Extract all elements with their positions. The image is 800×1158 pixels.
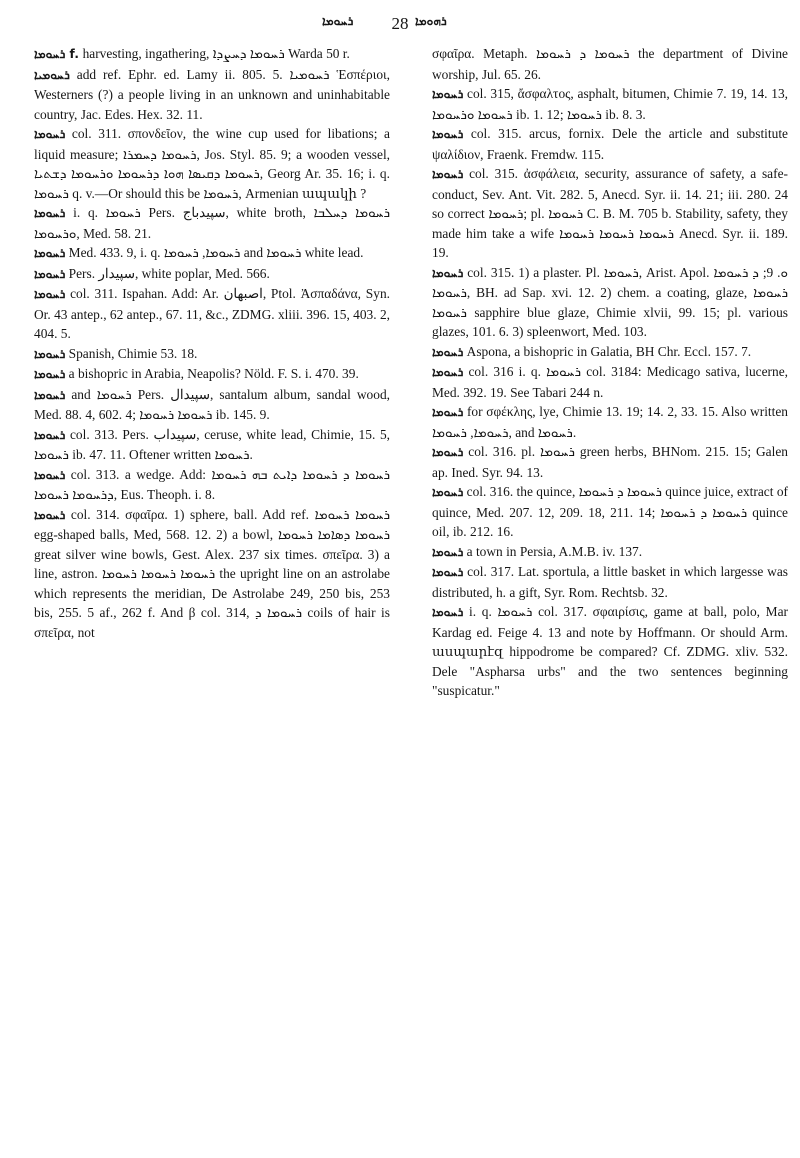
dictionary-entry: [432, 342, 788, 363]
headword: ܪܚܘܡܐ: [432, 544, 464, 559]
left-column: [34, 44, 390, 642]
dictionary-entry: [34, 465, 390, 505]
headword: ܪܚܘܡܐ: [34, 287, 66, 301]
headword: ܪܚܘܡܐ: [34, 427, 66, 442]
dictionary-entry: [432, 44, 788, 84]
headword: ܪܚܘܡܐ: [432, 365, 464, 379]
dictionary-entry: [432, 362, 788, 402]
entry-text: Med. 433. 9, i. q. ܪܚܘܡܐ, ܪܚܘܡܐ and ܪܚܘܡܐ white lead.: [68, 245, 364, 260]
entry-text: col. 311. Ispahan. Add: Ar. اصبهان, Ptol. Ἀσπαδάνα, Syn. Or. 43 antep., 62 antep., 67. 11, &c., ZDMG. xliii. 396. 15, 403. 2, 404. 5.: [34, 286, 390, 341]
dictionary-entry: [34, 243, 390, 264]
dictionary-entry: [432, 84, 788, 124]
headword: ܪܚܘܡܐ: [432, 485, 464, 499]
dictionary-entry: [34, 203, 390, 243]
headword: ܪܚܘܡܝܐ: [34, 67, 70, 82]
headword: ܪܚܘܡܐ: [34, 246, 66, 260]
headword: ܪܚܘܡܐ: [34, 206, 66, 220]
dictionary-entry: [432, 164, 788, 263]
dictionary-entry: [34, 124, 390, 203]
headword: ܪܚܘܡܐ: [432, 565, 464, 579]
entry-text: col. 313. a wedge. Add: ܪܚܘܡܐ ܕ ܪܚܘܡܐ ܕܐܝܬ ܒܗ ܪܚܘܡܐ ܕܪܚܘܡܐ ܪܚܘܡܐ, Eus. Theoph. i. 8.: [34, 466, 390, 502]
entry-text: for σφέκλης, lye, Chimie 13. 19; 14. 2, 33. 15. Also written ܪܚܘܡܐ, ܪܚܘܡܐ, and ܪܚܘܡܐ.: [432, 404, 788, 440]
dictionary-entry: [432, 562, 788, 602]
headword: ܪܚܘܡܐ: [34, 467, 66, 482]
left-running-head: ܪܚܘܡܐ: [322, 14, 354, 28]
headword: ܪܚܘܡܐ: [34, 367, 66, 381]
right-column: [432, 44, 788, 701]
dictionary-entry: [34, 65, 390, 125]
entry-text: col. 313. Pers. سپيداب, ceruse, white lead, Chimie, 15. 5, ܪܚܘܡܐ ib. 47. 11. Oftener written ܪܚܘܡܐ.: [34, 426, 391, 462]
entry-text: and ܪܚܘܡܐ Pers. سپيدال, santalum album, sandal wood, Med. 88. 4, 602. 4; ܪܚܘܡܐ ܪܚܘܡܐ ib. 145. 9.: [34, 386, 390, 422]
entry-text: Aspona, a bishopric in Galatia, BH Chr. Eccl. 157. 7.: [466, 343, 752, 359]
dictionary-entry: [34, 264, 390, 285]
entry-text: col. 314. σφαῖρα. 1) sphere, ball. Add ref. ܪܚܘܡܐ ܪܚܘܡܐ egg-shaped balls, Med, 568. 12. 2) a bowl, ܪܚܘܡܐ ܕܣܐܡܐ ܪܚܘܡܐ great silver wine bowls, Gest. Alex. 237 six times. σπεῖρα. 3) a line, astron. ܪܚܘܡܐ ܪܚܘܡܐ ܪܚܘܡܐ the upright line on an astrolabe which represents the meridian, De Astrolabe 249, 250 bis, 253 bis, 255. 5 af., 262 f. And β col. 314, ܪܚܘܡܐ ܕ coils of hair is σπεῖρα, not: [34, 506, 390, 640]
entry-text: col. 311. σπονδεῖον, the wine cup used for libations; a liquid measure; ܪܚܘܡܐ ܕܚܡܪܐ, Jos. Styl. 85. 9; a wooden vessel, ܪܚܘܡܐ ܕܩܝܣܐ ܗܘܐ ܕܪܚܘܡܐ ܘܪܚܘܡܐ ܕܫܬܝܐ, Georg Ar. 35. 16; i. q. ܪܚܘܡܐ q. v.—Or should this be ܪܚܘܡܐ, Armenian ապակի ?: [34, 126, 391, 201]
entry-text: col. 315, ἄσφαλτος, asphalt, bitumen, Chimie 7. 19, 14. 13, ܪܚܘܡܐ ܘܪܚܘܡܐ ib. 1. 12; ܪܚܘܡܐ ib. 8. 3.: [432, 86, 788, 122]
headword: ܪܚܘܡܐ: [432, 87, 464, 101]
right-running-head: ܪܗܘܡܐ: [415, 14, 447, 28]
headword: ܪܚܘܡܐ: [34, 127, 66, 141]
entry-text: col. 315. 1) a plaster. Pl. ܪܚܘܡܐ, Arist. Apol. ܘ. 9; ܕ ܪܚܘܡܐ ܪܚܘܡܐ, BH. ad Sap. xvi. 12. 2) chem. a coating, glaze, ܪܚܘܡܐ ܪܚܘܡܐ sapphire blue glaze, Chimie xlvii, 99. 15; pl. various glazes, 101. 6. 3) spleenwort, Med. 103.: [432, 264, 788, 339]
dictionary-entry: [34, 284, 390, 344]
entry-text: i. q. ܪܚܘܡܐ col. 317. σφαιρίσις, game at ball, polo, Mar Kardag ed. Feige 4. 13 and note by Hoffmann. Or should Arm. ասպարէզ hippodrome be compared? Cf. ZDMG. xliv. 532. Dele "Aspharsa urbs" and the two sentences beginning "suspicatur.": [432, 604, 788, 698]
entry-text: col. 315. ἀσφάλεια, security, assurance of safety, a safe-conduct, Sev. Ant. Vit. 282. 5, Anecd. Syr. ii. 14. 21; iii. 280. 24 so correct ܪܚܘܡܐ; pl. ܪܚܘܡܐ C. B. M. 705 b. Stability, safety, they made him take a wife ܪܚܘܡܐ ܪܚܘܡܐ ܪܚܘܡܐ Anecd. Syr. ii. 189. 19.: [432, 166, 788, 260]
entry-text: a town in Persia, A.M.B. iv. 137.: [466, 543, 643, 559]
running-header: [0, 14, 800, 42]
headword: ܪܚܘܡܐ: [34, 387, 66, 402]
entry-text: i. q. ܪܚܘܡܐ Pers. سپيدباج, white broth, ܪܚܘܡܐ ܕܚܠܒܐ ܘܪܚܘܡܐ, Med. 58. 21.: [34, 205, 390, 241]
dictionary-entry: [432, 402, 788, 442]
dictionary-entry: [432, 482, 788, 542]
headword: ܪܚܘܡܐ: [432, 167, 464, 181]
page-number: 28: [391, 14, 409, 33]
dictionary-entry: [432, 542, 788, 563]
entry-text: col. 316. pl. ܪܚܘܡܐ green herbs, BHNom. 215. 15; Galen ap. Ined. Syr. 94. 13.: [432, 444, 788, 480]
headword: ܪܚܘܡܐ: [432, 405, 464, 419]
entry-text: σφαῖρα. Metaph. ܪܚܘܡܐ ܕ ܪܚܘܡܐ the department of Divine worship, Jul. 65. 26.: [432, 46, 788, 82]
entry-text: col. 317. Lat. sportula, a little basket in which largesse was distributed, h. a gift, Syr. Rom. Rechtsb. 32.: [432, 564, 788, 600]
entry-text: Pers. سپيدار, white poplar, Med. 566.: [68, 265, 270, 281]
headword: ܪܚܘܡܐ: [34, 266, 66, 281]
dictionary-entry: [34, 505, 390, 643]
headword: ܪܚܘܡܐ: [432, 127, 464, 141]
headword: ܪܚܘܡܐ: [432, 265, 464, 280]
dictionary-entry: [432, 263, 788, 342]
dictionary-entry: [432, 442, 788, 482]
dictionary-entry: [34, 344, 390, 365]
entry-text: harvesting, ingathering, ܪܚܘܡܐ ܕܚܨܕܐ Warda 50 r.: [82, 46, 350, 61]
dictionary-entry: [34, 385, 390, 425]
entry-text: col. 316. the quince, ܪܚܘܡܐ ܕ ܪܚܘܡܐ quince juice, extract of quince, Med. 207. 12, 209. 18, 211. 14; ܪܚܘܡܐ ܕ ܪܚܘܡܐ quince oil, ib. 212. 16.: [432, 484, 788, 539]
dictionary-entry: [432, 124, 788, 164]
headword: ܪܚܘܡܐ: [432, 445, 464, 459]
dictionary-entry: [34, 44, 390, 65]
entry-text: col. 316 i. q. ܪܚܘܡܐ col. 3184: Medicago sativa, lucerne, Med. 392. 19. See Tabari 244 n.: [432, 364, 788, 400]
dictionary-entry: [34, 364, 390, 385]
entry-text: col. 315. arcus, fornix. Dele the article and substitute ψαλίδιον, Fraenk. Fremdw. 115.: [432, 126, 788, 162]
entry-text: a bishopric in Arabia, Neapolis? Nöld. F. S. i. 470. 39.: [68, 366, 359, 381]
dictionary-entry: [34, 425, 390, 465]
headword: ܪܚܘܡܐ: [432, 344, 464, 359]
headword: ܪܚܘܡܐ: [34, 507, 66, 522]
entry-text: Spanish, Chimie 53. 18.: [68, 345, 198, 361]
headword: ܪܚܘܡܐ f.: [34, 47, 80, 61]
entry-text: add ref. Ephr. ed. Lamy ii. 805. 5. ܪܚܘܡܝܐ Ἑσπέριοι, Westerners (?) a people living in an unknown and uninhabitable country, Jac. Edes. Hex. 32. 11.: [34, 66, 390, 122]
headword: ܪܚܘܡܐ: [34, 346, 66, 361]
headword: ܪܚܘܡܐ: [432, 605, 464, 619]
dictionary-entry: [432, 602, 788, 701]
